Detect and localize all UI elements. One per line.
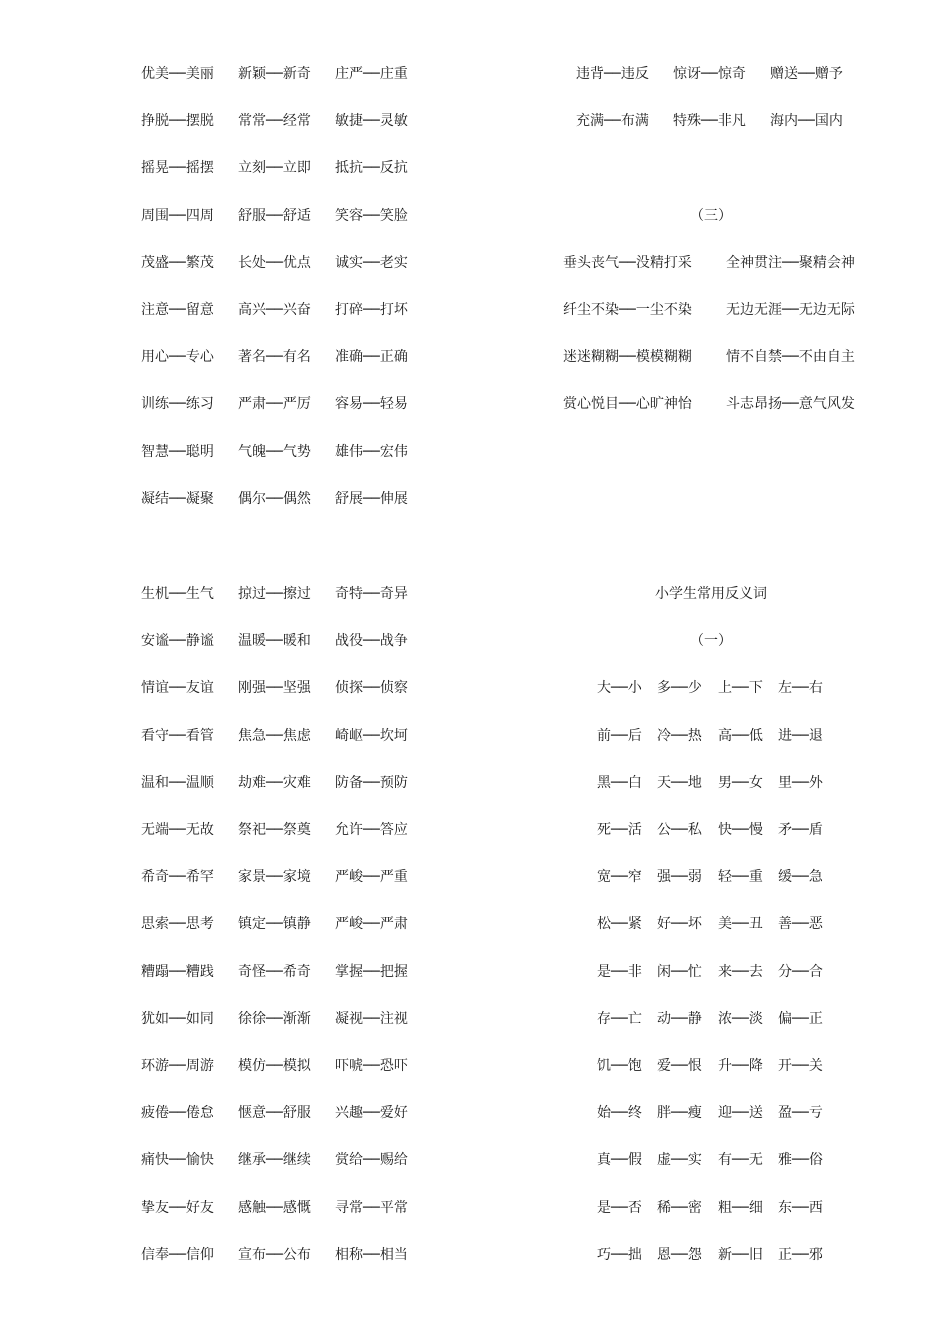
antonym-pair: 动──静 xyxy=(657,1010,702,1027)
antonym-pair: 始──终 xyxy=(597,1105,642,1122)
antonym-pair: 强──弱 xyxy=(657,869,702,886)
synonym-pair: 犹如──如同 xyxy=(141,1010,214,1027)
antonym-pair: 矛──盾 xyxy=(778,822,823,838)
synonym-pair: 赠送──赠予 xyxy=(770,66,843,82)
antonym-pair: 爱──恨 xyxy=(657,1058,702,1074)
synonym-pair: 希奇──希罕 xyxy=(141,869,214,886)
antonym-pair: 轻──重 xyxy=(718,869,763,886)
antonym-pair: 男──女 xyxy=(718,774,763,791)
synonym-pair: 严峻──严肃 xyxy=(335,916,408,933)
synonym-pair: 生机──生气 xyxy=(141,586,214,602)
synonym-pair: 凝结──凝聚 xyxy=(141,490,214,507)
synonym-pair: 训练──练习 xyxy=(141,396,214,413)
antonym-pair: 好──坏 xyxy=(657,916,702,933)
synonym-pair: 新颖──新奇 xyxy=(238,66,311,82)
synonym-pair: 相称──相当 xyxy=(335,1246,408,1263)
synonym-pair: 镇定──镇静 xyxy=(238,916,311,933)
synonym-pair: 徐徐──渐渐 xyxy=(238,1010,311,1027)
synonym-pair: 舒展──伸展 xyxy=(335,490,408,507)
synonym-pair: 疲倦──倦怠 xyxy=(141,1105,214,1122)
synonym-pair: 优美──美丽 xyxy=(141,66,214,82)
antonym-pair: 东──西 xyxy=(778,1199,823,1216)
synonym-pair: 严峻──严重 xyxy=(335,869,408,886)
synonym-pair: 充满──布满 xyxy=(576,113,649,130)
synonym-pair: 崎岖──坎坷 xyxy=(335,727,408,744)
synonym-pair: 无端──无故 xyxy=(141,822,214,838)
antonym-pair: 多──少 xyxy=(657,680,702,697)
synonym-pair: 赏给──赐给 xyxy=(335,1152,408,1169)
synonym-pair: 用心──专心 xyxy=(141,349,214,366)
synonym-pair: 长处──优点 xyxy=(238,254,311,271)
idiom-pair: 纤尘不染──一尘不染 xyxy=(563,302,692,318)
antonym-pair: 虚──实 xyxy=(657,1152,702,1169)
synonym-pair: 侦探──侦察 xyxy=(335,680,408,697)
synonym-pair: 凝视──注视 xyxy=(335,1010,408,1027)
synonym-pair: 敏捷──灵敏 xyxy=(335,113,408,130)
synonym-pair: 感触──感慨 xyxy=(238,1199,311,1216)
antonym-pair: 闲──忙 xyxy=(657,963,702,980)
synonym-pair: 防备──预防 xyxy=(335,774,408,791)
antonym-pair: 胖──瘦 xyxy=(657,1105,702,1122)
synonym-pair: 诚实──老实 xyxy=(335,254,408,271)
synonym-pair: 祭祀──祭奠 xyxy=(238,822,311,838)
synonym-pair: 掌握──把握 xyxy=(335,963,408,980)
antonym-pair: 开──关 xyxy=(778,1058,823,1074)
antonym-pair: 存──亡 xyxy=(597,1010,642,1027)
synonym-pair: 温暖──暖和 xyxy=(238,633,311,650)
idiom-pair: 情不自禁──不由自主 xyxy=(726,349,855,366)
synonym-pair: 环游──周游 xyxy=(141,1058,214,1074)
antonym-pair: 是──否 xyxy=(597,1199,642,1216)
synonym-pair: 严肃──严厉 xyxy=(238,396,311,413)
antonym-pair: 真──假 xyxy=(597,1152,642,1169)
antonym-pair: 公──私 xyxy=(657,822,702,838)
antonym-pair: 新──旧 xyxy=(718,1246,763,1263)
idiom-pair: 斗志昂扬──意气风发 xyxy=(726,396,855,413)
synonym-pair: 周围──四周 xyxy=(141,207,214,224)
synonym-pair: 痛快──愉快 xyxy=(141,1152,214,1169)
synonym-pair: 茂盛──繁茂 xyxy=(141,254,214,271)
antonym-pair: 左──右 xyxy=(778,680,823,697)
synonym-pair: 准确──正确 xyxy=(335,349,408,366)
antonym-pair: 缓──急 xyxy=(778,869,823,886)
antonym-pair: 分──合 xyxy=(778,963,823,980)
synonym-pair: 雄伟──宏伟 xyxy=(335,443,408,460)
synonym-pair: 吓唬──恐吓 xyxy=(335,1058,408,1074)
synonym-pair: 奇怪──希奇 xyxy=(238,963,311,980)
antonym-pair: 上──下 xyxy=(718,680,763,697)
synonym-pair: 刚强──坚强 xyxy=(238,680,311,697)
antonym-pair: 来──去 xyxy=(718,963,763,980)
synonym-pair: 寻常──平常 xyxy=(335,1199,408,1216)
synonym-pair: 庄严──庄重 xyxy=(335,66,408,82)
antonym-pair: 升──降 xyxy=(718,1058,763,1074)
synonym-pair: 战役──战争 xyxy=(335,633,408,650)
synonym-pair: 高兴──兴奋 xyxy=(238,302,311,318)
antonym-pair: 美──丑 xyxy=(718,916,763,933)
antonym-pair: 盈──亏 xyxy=(778,1105,823,1122)
antonym-pair: 有──无 xyxy=(718,1152,763,1169)
antonym-pair: 是──非 xyxy=(597,963,642,980)
synonym-pair: 挣脱──摆脱 xyxy=(141,113,214,130)
synonym-pair: 智慧──聪明 xyxy=(141,443,214,460)
synonym-pair: 宣布──公布 xyxy=(238,1246,311,1263)
section-heading: （三） xyxy=(690,207,732,224)
antonym-pair: 正──邪 xyxy=(778,1246,823,1263)
synonym-pair: 惬意──舒服 xyxy=(238,1105,311,1122)
synonym-pair: 舒服──舒适 xyxy=(238,207,311,224)
synonym-pair: 掠过──擦过 xyxy=(238,586,311,602)
synonym-pair: 常常──经常 xyxy=(238,113,311,130)
antonym-pair: 前──后 xyxy=(597,727,642,744)
idiom-pair: 垂头丧气──没精打采 xyxy=(563,254,692,271)
antonym-pair: 里──外 xyxy=(778,774,823,791)
synonym-pair: 继承──继续 xyxy=(238,1152,311,1169)
synonym-pair: 焦急──焦虑 xyxy=(238,727,311,744)
antonym-pair: 进──退 xyxy=(778,727,823,744)
synonym-pair: 容易──轻易 xyxy=(335,396,408,413)
section-title: 小学生常用反义词 xyxy=(655,586,767,602)
section-heading: （一） xyxy=(690,633,732,650)
idiom-pair: 迷迷糊糊──模模糊糊 xyxy=(563,349,692,366)
antonym-pair: 冷──热 xyxy=(657,727,702,744)
synonym-pair: 看守──看管 xyxy=(141,727,214,744)
synonym-pair: 气魄──气势 xyxy=(238,443,311,460)
synonym-pair: 注意──留意 xyxy=(141,302,214,318)
synonym-pair: 情谊──友谊 xyxy=(141,680,214,697)
antonym-pair: 迎──送 xyxy=(718,1105,763,1122)
antonym-pair: 粗──细 xyxy=(718,1199,763,1216)
synonym-pair: 温和──温顺 xyxy=(141,774,214,791)
idiom-pair: 赏心悦目──心旷神怡 xyxy=(563,396,692,413)
synonym-pair: 模仿──模拟 xyxy=(238,1058,311,1074)
synonym-pair: 偶尔──偶然 xyxy=(238,490,311,507)
idiom-pair: 全神贯注──聚精会神 xyxy=(726,254,855,271)
synonym-pair: 兴趣──爱好 xyxy=(335,1105,408,1122)
synonym-pair: 糟蹋──糟践 xyxy=(141,963,214,980)
synonym-pair: 打碎──打坏 xyxy=(335,302,408,318)
antonym-pair: 宽──窄 xyxy=(597,869,642,886)
synonym-pair: 允许──答应 xyxy=(335,822,408,838)
antonym-pair: 饥──饱 xyxy=(597,1058,642,1074)
synonym-pair: 抵抗──反抗 xyxy=(335,160,408,177)
antonym-pair: 雅──俗 xyxy=(778,1152,823,1169)
antonym-pair: 高──低 xyxy=(718,727,763,744)
antonym-pair: 偏──正 xyxy=(778,1010,823,1027)
synonym-pair: 信奉──信仰 xyxy=(141,1246,214,1263)
synonym-pair: 特殊──非凡 xyxy=(673,113,746,130)
synonym-pair: 笑容──笑脸 xyxy=(335,207,408,224)
synonym-pair: 思索──思考 xyxy=(141,916,214,933)
antonym-pair: 天──地 xyxy=(657,774,702,791)
synonym-pair: 安谧──静谧 xyxy=(141,633,214,650)
idiom-pair: 无边无涯──无边无际 xyxy=(726,302,855,318)
synonym-pair: 奇特──奇异 xyxy=(335,586,408,602)
antonym-pair: 恩──怨 xyxy=(657,1246,702,1263)
synonym-pair: 海内──国内 xyxy=(770,113,843,130)
synonym-pair: 挚友──好友 xyxy=(141,1199,214,1216)
synonym-pair: 著名──有名 xyxy=(238,349,311,366)
antonym-pair: 黑──白 xyxy=(597,774,642,791)
antonym-pair: 松──紧 xyxy=(597,916,642,933)
antonym-pair: 稀──密 xyxy=(657,1199,702,1216)
antonym-pair: 浓──淡 xyxy=(718,1010,763,1027)
antonym-pair: 大──小 xyxy=(597,680,642,697)
antonym-pair: 巧──拙 xyxy=(597,1246,642,1263)
synonym-pair: 惊讶──惊奇 xyxy=(673,66,746,82)
synonym-pair: 摇晃──摇摆 xyxy=(141,160,214,177)
antonym-pair: 死──活 xyxy=(597,822,642,838)
synonym-pair: 立刻──立即 xyxy=(238,160,311,177)
antonym-pair: 快──慢 xyxy=(718,822,763,838)
antonym-pair: 善──恶 xyxy=(778,916,823,933)
synonym-pair: 家景──家境 xyxy=(238,869,311,886)
synonym-pair: 违背──违反 xyxy=(576,66,649,82)
synonym-pair: 劫难──灾难 xyxy=(238,774,311,791)
